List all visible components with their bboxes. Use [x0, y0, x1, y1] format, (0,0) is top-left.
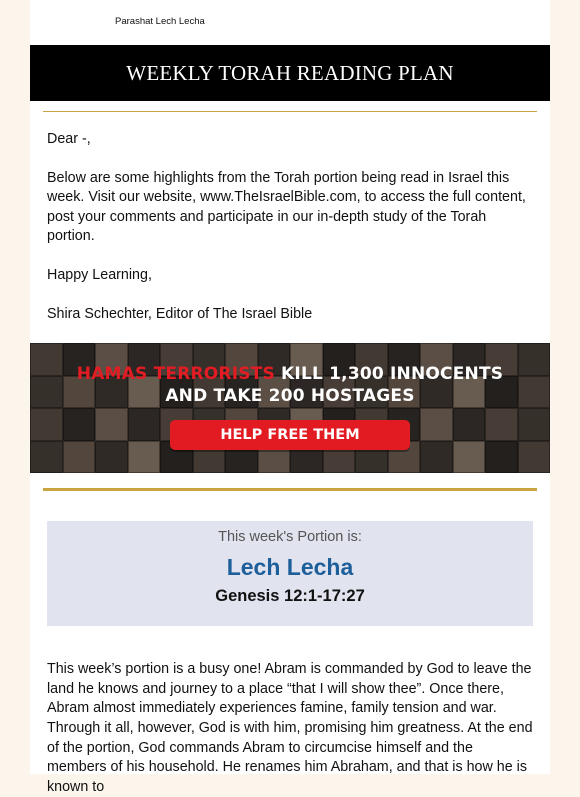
promo-headline-line1 — [30, 364, 550, 384]
portion-name[interactable]: Lech Lecha — [226, 554, 354, 581]
portion-summary: This week’s portion is a busy one! Abram is commanded by God to leave the land he knows and journey to a place “that I will show thee”. Once there, Abram almost immediately experiences famine, family tension and war. Through it all, however, God is with him, promising him greatness. At the end of the portion, God commands Abram to circumcise himself and the members of his household. He renames him Abraham, and that is how he is known to — [47, 661, 533, 795]
preheader-text: Parashat Lech Lecha — [115, 16, 205, 27]
divider-thick — [43, 488, 537, 491]
help-free-them-button[interactable]: HELP FREE THEM — [170, 420, 410, 450]
signature: Shira Schechter, Editor of The Israel Bible — [47, 305, 313, 322]
email-body — [30, 0, 550, 795]
header-banner: WEEKLY TORAH READING PLAN — [30, 45, 550, 101]
portion-box — [47, 521, 533, 626]
greeting: Dear -, — [47, 131, 91, 147]
promo-headline-line2: AND TAKE 200 HOSTAGES — [165, 386, 415, 407]
signoff: Happy Learning, — [47, 266, 152, 283]
letter-section — [30, 112, 550, 324]
portion-verses: Genesis 12:1-17:27 — [215, 587, 365, 606]
portion-intro: This week's Portion is: — [218, 529, 362, 546]
hostages-promo-banner[interactable] — [30, 343, 550, 473]
promo-headline-rest: KILL 1,300 INNOCENTS — [274, 364, 504, 385]
intro-paragraph: Below are some highlights from the Torah portion being read in Israel this week. Visit our website, www.TheIsraelBible.com, to access the full content, post your comments and participate in our in-depth study of the Torah portion. — [47, 169, 526, 245]
promo-headline-highlight: HAMAS TERRORISTS — [76, 364, 275, 385]
